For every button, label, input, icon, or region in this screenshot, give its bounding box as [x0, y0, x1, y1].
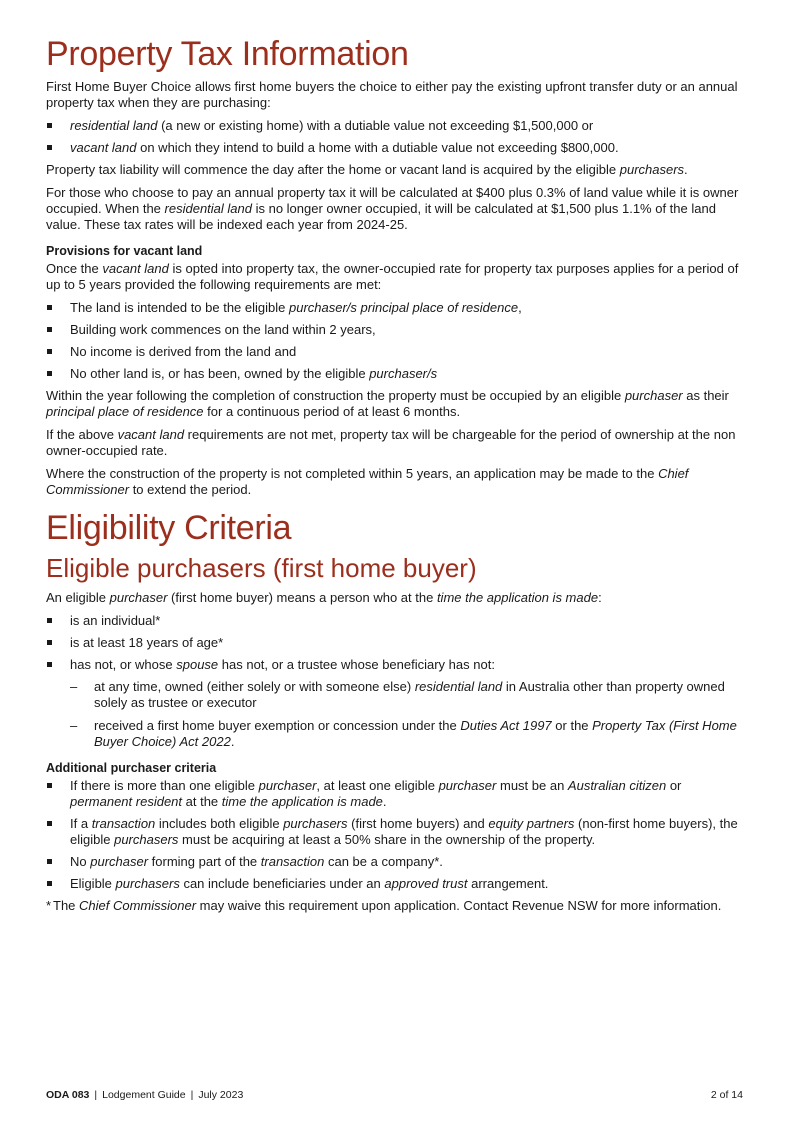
additional-criteria-heading: Additional purchaser criteria — [46, 761, 217, 776]
sub-criteria-list — [70, 679, 746, 750]
document-title: Lodgement Guide — [102, 1089, 186, 1101]
square-bullet-icon — [47, 859, 52, 864]
square-bullet-icon — [47, 881, 52, 886]
square-bullet-icon — [47, 662, 52, 667]
square-bullet-icon — [47, 349, 52, 354]
page-number: 2 of 14 — [710, 1089, 743, 1101]
square-bullet-icon — [47, 618, 52, 623]
list-item: No income is derived from the land and — [46, 344, 746, 360]
extension-paragraph: Where the construction of the property is not completed within 5 years, an application may be made to the Chief Commissioner to extend the period. — [46, 466, 689, 498]
page-content — [46, 36, 746, 914]
square-bullet-icon — [47, 123, 52, 128]
document-code: ODA 083 — [46, 1089, 90, 1101]
list-item: – received a first home buyer exemption or concession under the Duties Act 1997 or the Property Tax (First Home Buyer Choice) Act 2022. — [70, 718, 737, 750]
occupancy-paragraph: Within the year following the completion of construction the property must be occupied by an eligible purchaser as their principal place of residence for a continuous period of at least 6 months. — [46, 388, 729, 420]
list-item: has not, or whose spouse has not, or a trustee whose beneficiary has not: – at any time, owned (either solely or with someone else) residential land in Australia other than property owned solely as trustee or executor – received a first home buyer exemption or concession under the Duties Act 1997 or the Property Tax (First Home Buyer Choice) Act 2022. — [46, 657, 746, 750]
provisions-paragraph: Once the vacant land is opted into property tax, the owner-occupied rate for property tax purposes applies for a period of up to 5 years provided the following requirements are met: — [46, 261, 739, 293]
document-date: July 2023 — [198, 1089, 244, 1101]
requirements-list — [46, 300, 746, 382]
square-bullet-icon — [47, 371, 52, 376]
square-bullet-icon — [47, 327, 52, 332]
square-bullet-icon — [47, 821, 52, 826]
list-item: is at least 18 years of age* — [46, 635, 746, 651]
land-type-list — [46, 118, 746, 156]
square-bullet-icon — [47, 783, 52, 788]
eligibility-section — [46, 510, 746, 914]
list-item: Eligible purchasers can include beneficiaries under an approved trust arrangement. — [46, 876, 746, 892]
subsection-title-eligible-purchasers: Eligible purchasers (first home buyer) — [46, 552, 477, 583]
dash-bullet-icon: – — [70, 718, 78, 734]
section-title-eligibility: Eligibility Criteria — [46, 509, 292, 548]
tax-rate-paragraph: For those who choose to pay an annual property tax it will be calculated at $400 plus 0.3% of land value while it is owner occupied. When the residential land is no longer owner occupied, it will be calculated at $1,500 plus 1.1% of the land value. These tax rates will be indexed each year from 2024-25. — [46, 185, 739, 233]
eligible-purchaser-intro: An eligible purchaser (first home buyer) means a person who at the time the application is made: — [46, 590, 602, 606]
page-footer — [46, 1089, 743, 1101]
list-item: residential land (a new or existing home) with a dutiable value not exceeding $1,500,000 or — [46, 118, 746, 134]
list-item: If a transaction includes both eligible purchasers (first home buyers) and equity partners (non-first home buyers), the eligible purchasers must be acquiring at least a 50% share in the ownership of the property. — [46, 816, 746, 848]
footer-doc-info: ODA 083 | Lodgement Guide | July 2023 — [46, 1089, 244, 1101]
list-item: No purchaser forming part of the transaction can be a company*. — [46, 854, 746, 870]
list-item: Building work commences on the land within 2 years, — [46, 322, 746, 338]
intro-paragraph: First Home Buyer Choice allows first home buyers the choice to either pay the existing upfront transfer duty or an annual property tax when they are purchasing: — [46, 79, 738, 111]
list-item: vacant land on which they intend to build a home with a dutiable value not exceeding $800,000. — [46, 140, 746, 156]
section-title-property-tax: Property Tax Information — [46, 35, 409, 73]
square-bullet-icon — [47, 305, 52, 310]
additional-criteria-list — [46, 778, 746, 892]
list-item: The land is intended to be the eligible purchaser/s principal place of residence, — [46, 300, 746, 316]
list-item: is an individual* — [46, 613, 746, 629]
footnote: * The Chief Commissioner may waive this requirement upon application. Contact Revenue NSW for more information. — [46, 898, 722, 914]
provisions-heading: Provisions for vacant land — [46, 244, 203, 259]
eligibility-list — [46, 613, 746, 750]
dash-bullet-icon: – — [70, 679, 78, 695]
liability-paragraph: Property tax liability will commence the day after the home or vacant land is acquired by the eligible purchasers. — [46, 162, 688, 178]
list-item: – at any time, owned (either solely or with someone else) residential land in Australia other than property owned solely as trustee or executor — [70, 679, 725, 711]
list-item: If there is more than one eligible purchaser, at least one eligible purchaser must be an Australian citizen or permanent resident at the time the application is made. — [46, 778, 746, 810]
square-bullet-icon — [47, 145, 52, 150]
square-bullet-icon — [47, 640, 52, 645]
list-item: No other land is, or has been, owned by the eligible purchaser/s — [46, 366, 746, 382]
non-compliance-paragraph: If the above vacant land requirements are not met, property tax will be chargeable for the period of ownership at the non owner-occupied rate. — [46, 427, 736, 459]
